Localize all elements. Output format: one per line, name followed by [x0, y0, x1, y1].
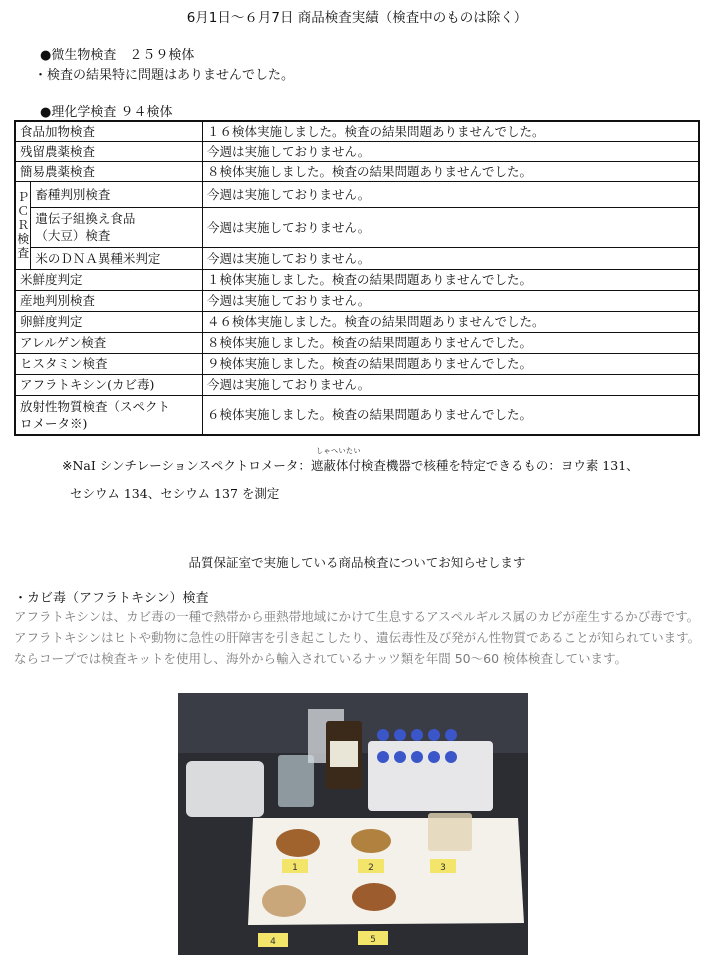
test-result: ８検体実施しました。検査の結果問題ありませんでした。	[203, 161, 700, 181]
table-row	[15, 161, 699, 181]
test-name: 米のＤＮＡ異種米判定	[31, 247, 203, 269]
table-row	[15, 121, 699, 141]
furigana: しゃへいたい	[316, 447, 361, 455]
test-name: 畜種判別検査	[31, 181, 203, 207]
table-row	[15, 332, 699, 353]
test-name: 産地判別検査	[15, 290, 203, 311]
svg-text:2: 2	[368, 863, 374, 873]
tube-rack-icon	[368, 741, 493, 811]
section-heading: ・カビ毒（アフラトキシン）検査	[14, 591, 209, 606]
test-result: 今週は実施しておりません。	[203, 290, 700, 311]
page-title: 6月1日～６月7日 商品検査実績（検査中のものは除く）	[186, 10, 528, 26]
test-result: ９検体実施しました。検査の結果問題ありませんでした。	[203, 353, 700, 374]
test-result: 今週は実施しておりません。	[203, 141, 700, 161]
svg-text:4: 4	[270, 937, 276, 947]
pcr-group-label: Ｐ Ｃ Ｒ 検 査	[15, 181, 31, 269]
test-name: 米鮮度判定	[15, 269, 203, 290]
test-name: 卵鮮度判定	[15, 311, 203, 332]
section-title: 品質保証室で実施している商品検査についてお知らせします	[188, 555, 526, 570]
lab-photo	[178, 693, 528, 955]
test-name: 残留農薬検査	[15, 141, 203, 161]
table-row	[15, 207, 699, 247]
test-result: １６検体実施しました。検査の結果問題ありませんでした。	[203, 121, 700, 141]
footnote-line-1: しゃへいたい ※NaI シンチレーションスペクトロメータ：遮蔽体付検査機器で核種を特定できるもの：ヨウ素 131、	[62, 447, 639, 473]
table-row	[15, 269, 699, 290]
table-row	[15, 141, 699, 161]
test-name: 放射性物質検査（スペクト ロメータ※)	[15, 395, 203, 435]
shaker-icon	[186, 761, 264, 817]
beaker-icon	[278, 755, 314, 807]
test-name: ヒスタミン検査	[15, 353, 203, 374]
test-name: 食品加物検査	[15, 121, 203, 141]
results-table	[14, 120, 700, 436]
table-row	[15, 374, 699, 395]
test-name: アフラトキシン(カビ毒)	[15, 374, 203, 395]
test-name: アレルゲン検査	[15, 332, 203, 353]
test-result: 今週は実施しておりません。	[203, 181, 700, 207]
svg-text:1: 1	[292, 863, 298, 873]
table-row	[15, 395, 699, 435]
table-row	[15, 311, 699, 332]
micro-heading: ●微生物検査 ２５９検体	[40, 48, 195, 63]
test-result: １検体実施しました。検査の結果問題ありませんでした。	[203, 269, 700, 290]
test-name: 簡易農薬検査	[15, 161, 203, 181]
test-result: 今週は実施しておりません。	[203, 374, 700, 395]
test-result: ６検体実施しました。検査の結果問題ありませんでした。	[203, 395, 700, 435]
table-row	[15, 290, 699, 311]
svg-text:3: 3	[440, 863, 446, 873]
test-result: ８検体実施しました。検査の結果問題ありませんでした。	[203, 332, 700, 353]
table-row	[15, 181, 699, 207]
micro-note: ・検査の結果特に問題はありませんでした。	[34, 68, 295, 83]
test-result: ４６検体実施しました。検査の結果問題ありませんでした。	[203, 311, 700, 332]
test-name: 遺伝子組換え食品 （大豆）検査	[31, 207, 203, 247]
section-body: アフラトキシンは、カビ毒の一種で熱帯から亜熱帯地域にかけて生息するアスペルギルス属のカビが産生するかび毒です。アフラトキシンはヒトや動物に急性の肝障害を引き起こしたり、遺伝毒性及び発がん性物質であることが知られています。ならコープでは検査キットを使用し、海外から輸入されているナッツ類を年間 50～60 検体検査しています。	[14, 609, 701, 666]
chem-heading: ●理化学検査 ９４検体	[40, 105, 173, 120]
svg-text:5: 5	[370, 935, 376, 945]
table-row	[15, 247, 699, 269]
test-result: 今週は実施しておりません。	[203, 207, 700, 247]
table-row	[15, 353, 699, 374]
test-result: 今週は実施しておりません。	[203, 247, 700, 269]
footnote-line-2: セシウム 134、セシウム 137 を測定	[70, 486, 280, 501]
